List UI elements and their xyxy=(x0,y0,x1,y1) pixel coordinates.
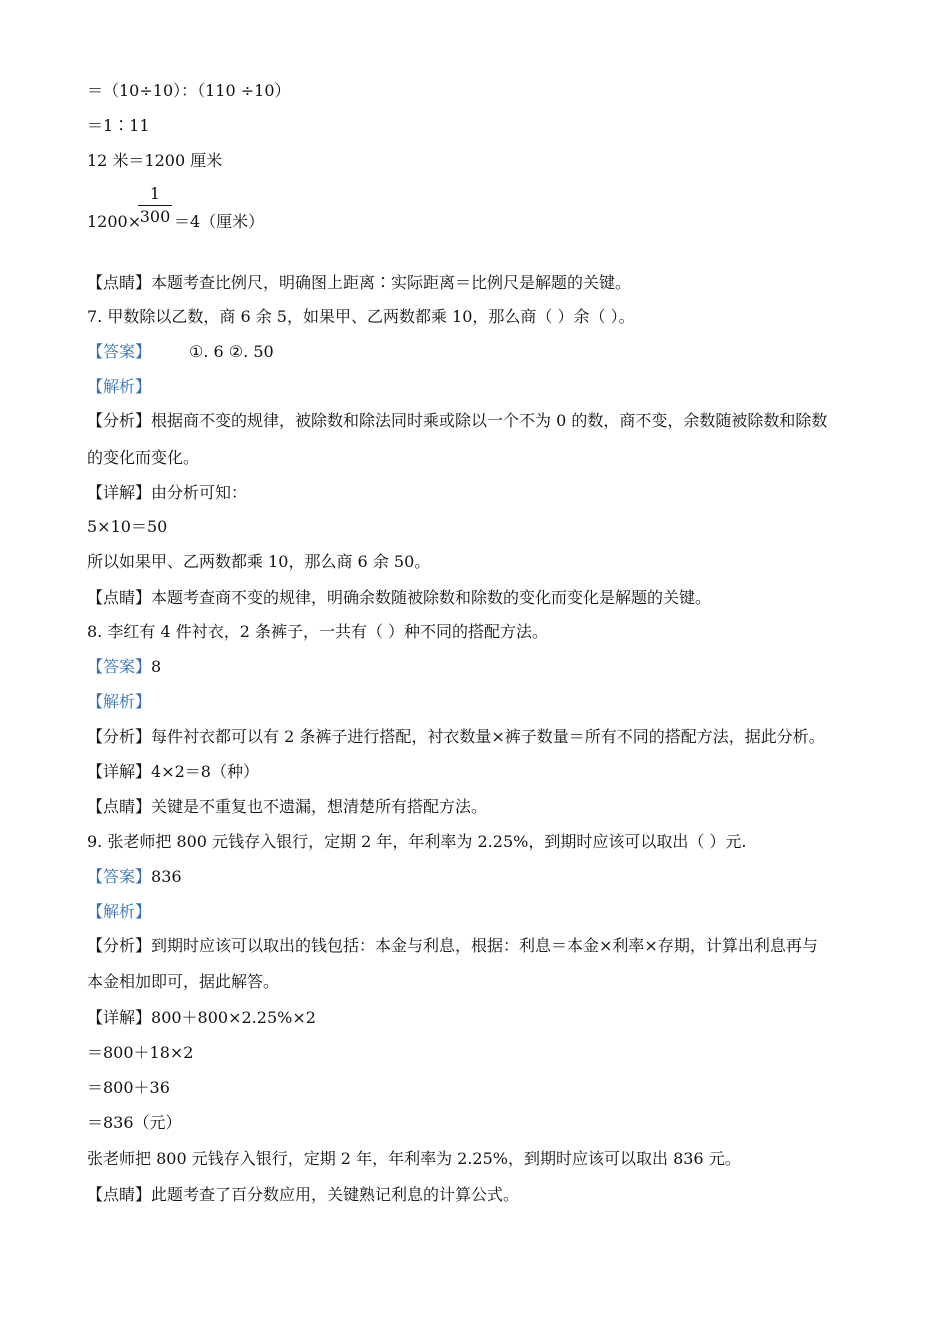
fenxi-line-cont: 本金相加即可，据此解答。 xyxy=(87,972,280,991)
calc-line: ＝800＋36 xyxy=(87,1078,170,1097)
fraction-numerator: 1 xyxy=(149,184,161,203)
fraction-denominator: 300 xyxy=(139,207,171,226)
dianjing-line xyxy=(87,272,631,294)
answer-line xyxy=(87,866,182,888)
dianjing-tag: 【点睛】 xyxy=(87,1185,152,1204)
dianjing-text: 关键是不重复也不遗漏，想清楚所有搭配方法。 xyxy=(151,797,488,816)
answer-text: ①. 6 ②. 50 xyxy=(189,342,274,361)
xiangjie-line xyxy=(87,482,247,504)
answer-line xyxy=(87,656,161,678)
dianjing-line xyxy=(87,587,711,609)
xiangjie-tag: 【详解】 xyxy=(87,1008,152,1027)
dianjing-text: 此题考查了百分数应用，关键熟记利息的计算公式。 xyxy=(151,1185,520,1204)
dianjing-line xyxy=(87,796,487,818)
fenxi-line-cont: 的变化而变化。 xyxy=(87,448,200,467)
fenxi-tag: 【分析】 xyxy=(87,727,152,746)
calc-line: 5×10＝50 xyxy=(87,517,168,536)
dianjing-line xyxy=(87,1184,519,1206)
xiangjie-text: 由分析可知： xyxy=(151,483,248,502)
fraction xyxy=(138,184,172,227)
dianjing-tag: 【点睛】 xyxy=(87,588,152,607)
answer-tag: 【答案】 xyxy=(87,867,152,886)
conclusion-line: 张老师把 800 元钱存入银行，定期 2 年，年利率为 2.25%，到期时应该可以取出 836 元。 xyxy=(87,1149,741,1168)
calc-line: 12 米＝1200 厘米 xyxy=(87,151,223,170)
fenxi-line xyxy=(87,935,818,957)
xiangjie-line xyxy=(87,1007,316,1029)
xiangjie-line xyxy=(87,761,259,783)
xiangjie-tag: 【详解】 xyxy=(87,762,152,781)
calc-line: ＝（10÷10）：（110 ÷10） xyxy=(87,81,291,100)
answer-text: 836 xyxy=(151,867,182,886)
fenxi-line xyxy=(87,726,825,748)
fraction-calc-right: ＝4（厘米） xyxy=(174,212,265,231)
fenxi-tag: 【分析】 xyxy=(87,411,152,430)
dianjing-tag: 【点睛】 xyxy=(87,797,152,816)
answer-text: 8 xyxy=(151,657,162,676)
question-8: 8. 李红有 4 件衬衣，2 条裤子，一共有（ ）种不同的搭配方法。 xyxy=(87,622,549,641)
fenxi-text: 每件衬衣都可以有 2 条裤子进行搭配，衬衣数量×裤子数量＝所有不同的搭配方法，据此分析。 xyxy=(151,727,825,746)
xiangjie-text: 4×2＝8（种） xyxy=(151,762,259,781)
fenxi-text: 根据商不变的规律，被除数和除法同时乘或除以一个不为 0 的数，商不变，余数随被除数和除数 xyxy=(151,411,828,430)
answer-tag: 【答案】 xyxy=(87,342,152,361)
dianjing-text: 本题考查商不变的规律，明确余数随被除数和除数的变化而变化是解题的关键。 xyxy=(151,588,712,607)
fraction-calc-left: 1200× xyxy=(87,212,142,231)
fenxi-line xyxy=(87,410,827,432)
dianjing-tag: 【点睛】 xyxy=(87,273,152,292)
fraction-bar xyxy=(138,205,172,206)
question-9: 9. 张老师把 800 元钱存入银行，定期 2 年，年利率为 2.25%，到期时应该可以取出（ ）元. xyxy=(87,832,747,851)
xiangjie-text: 800＋800×2.25%×2 xyxy=(151,1008,316,1027)
answer-tag: 【答案】 xyxy=(87,657,152,676)
fenxi-text: 到期时应该可以取出的钱包括：本金与利息，根据：利息＝本金×利率×存期，计算出利息再与 xyxy=(151,936,818,955)
fenxi-tag: 【分析】 xyxy=(87,936,152,955)
calc-line: ＝836（元） xyxy=(87,1113,182,1132)
calc-line: ＝1∶11 xyxy=(87,116,150,135)
jiexi-tag: 【解析】 xyxy=(87,692,152,711)
jiexi-tag: 【解析】 xyxy=(87,377,152,396)
question-7: 7. 甲数除以乙数，商 6 余 5，如果甲、乙两数都乘 10，那么商（ ）余（ ）。 xyxy=(87,307,635,326)
conclusion-line: 所以如果甲、乙两数都乘 10，那么商 6 余 50。 xyxy=(87,552,431,571)
xiangjie-tag: 【详解】 xyxy=(87,483,152,502)
dianjing-text: 本题考查比例尺，明确图上距离∶实际距离＝比例尺是解题的关键。 xyxy=(151,273,632,292)
answer-line xyxy=(87,341,274,363)
calc-line: ＝800＋18×2 xyxy=(87,1043,194,1062)
jiexi-tag: 【解析】 xyxy=(87,902,152,921)
